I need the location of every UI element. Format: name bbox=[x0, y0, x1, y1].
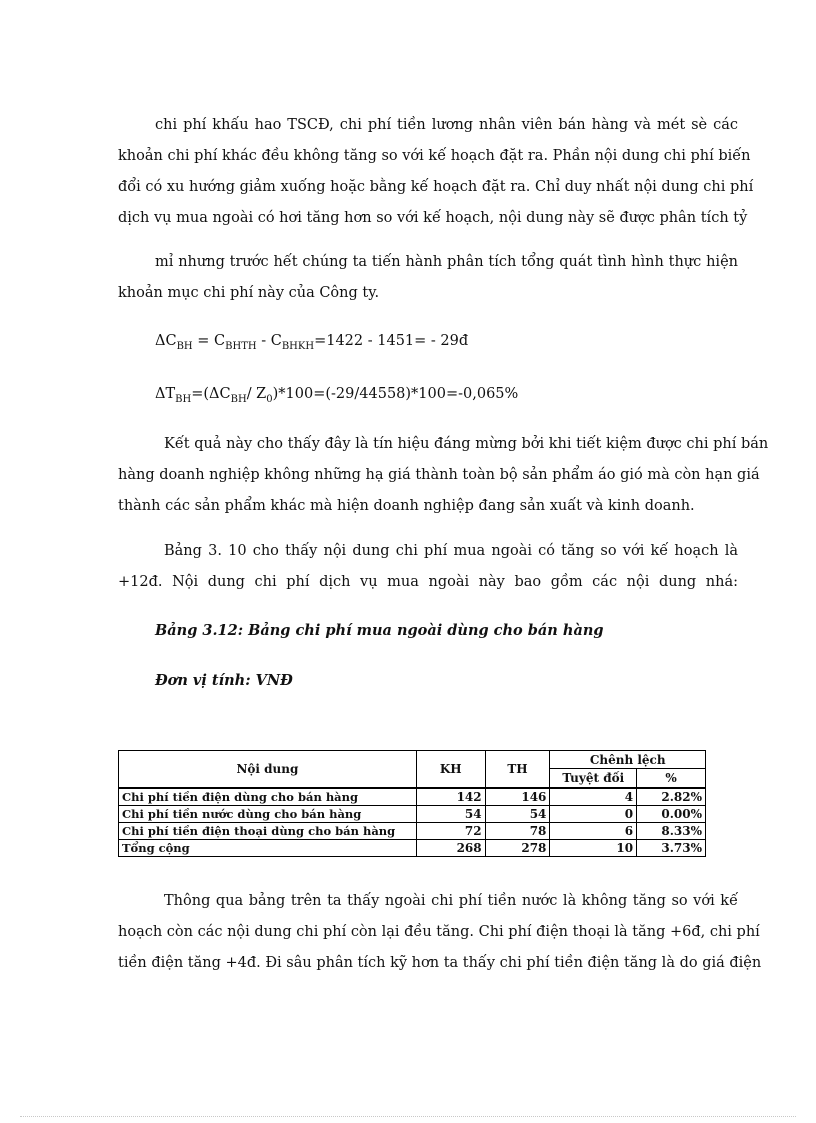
table-row bbox=[119, 806, 706, 823]
header-tuyet-doi: Tuyệt đối bbox=[550, 769, 637, 788]
header-chenh-lech: Chênh lệch bbox=[550, 751, 706, 769]
paragraph-conclusion bbox=[118, 886, 762, 979]
text-line: Kết quả này cho thấy đây là tín hiệu đáng mừng bởi khi tiết kiệm được chi phí bán bbox=[164, 436, 769, 452]
cell-kh: 54 bbox=[416, 806, 485, 823]
cell-label: Chi phí tiền nước dùng cho bán hàng bbox=[119, 806, 417, 823]
header-kh: KH bbox=[416, 751, 485, 789]
cell-pct: 8.33% bbox=[637, 823, 706, 840]
cell-label: Tổng cộng bbox=[119, 840, 417, 857]
cell-th: 146 bbox=[485, 788, 550, 806]
paragraph-result bbox=[118, 429, 769, 522]
cell-pct: 2.82% bbox=[637, 788, 706, 806]
equation-delta-t: $\Delta T_{BH}=(\Delta C_{BH}/$ $Z_0)*100=(-29/44558)*100=-0,065\%$ bbox=[155, 386, 519, 405]
table-caption: Bảng 3.12: Bảng chi phí mua ngoài dùng cho bán hàng bbox=[155, 622, 604, 639]
cell-abs: 4 bbox=[550, 788, 637, 806]
paragraph-analysis bbox=[118, 247, 738, 309]
table-row bbox=[119, 823, 706, 840]
text-line: thành các sản phẩm khác mà hiện doanh nghiệp đang sản xuất và kinh doanh. bbox=[118, 498, 695, 514]
cell-abs: 0 bbox=[550, 806, 637, 823]
paragraph-table-intro bbox=[118, 536, 738, 598]
table-unit: Đơn vị tính: VNĐ bbox=[155, 672, 293, 689]
text-line: mỉ nhưng trước hết chúng ta tiến hành phân tích tổng quát tình hình thực hiện bbox=[155, 254, 738, 270]
paragraph-intro bbox=[118, 110, 754, 234]
cell-th: 78 bbox=[485, 823, 550, 840]
cell-abs: 6 bbox=[550, 823, 637, 840]
cell-label: Chi phí tiền điện dùng cho bán hàng bbox=[119, 788, 417, 806]
text-line: dịch vụ mua ngoài có hơi tăng hơn so với kế hoạch, nội dung này sẽ được phân tích tỷ bbox=[118, 210, 748, 226]
page-bottom-divider bbox=[20, 1116, 796, 1117]
cell-abs: 10 bbox=[550, 840, 637, 857]
text-line: tiền điện tăng +4đ. Đi sâu phân tích kỹ hơn ta thấy chi phí tiền điện tăng là do giá điện bbox=[118, 955, 762, 971]
header-th: TH bbox=[485, 751, 550, 789]
text-line: hàng doanh nghiệp không những hạ giá thành toàn bộ sản phẩm áo gió mà còn hạn giá bbox=[118, 467, 760, 483]
text-line: đổi có xu hướng giảm xuống hoặc bằng kế hoạch đặt ra. Chỉ duy nhất nội dung chi phí bbox=[118, 179, 754, 195]
cell-kh: 142 bbox=[416, 788, 485, 806]
text-line: +12đ. Nội dung chi phí dịch vụ mua ngoài này bao gồm các nội dung nhá: bbox=[118, 574, 738, 590]
cell-kh: 268 bbox=[416, 840, 485, 857]
table-row bbox=[119, 788, 706, 806]
text-line: chi phí khấu hao TSCĐ, chi phí tiền lương nhân viên bán hàng và mét sè các bbox=[155, 117, 738, 133]
text-line: khoản chi phí khác đều không tăng so với kế hoạch đặt ra. Phần nội dung chi phí biến bbox=[118, 148, 751, 164]
equation-delta-c: $\Delta C_{BH} = C_{BHTH} - C_{BHKH}=1422 - 1451=$ - 29đ bbox=[155, 333, 469, 352]
cell-label: Chi phí tiền điện thoại dùng cho bán hàng bbox=[119, 823, 417, 840]
cost-table bbox=[118, 750, 706, 857]
text-line: hoạch còn các nội dung chi phí còn lại đều tăng. Chi phí điện thoại là tăng +6đ, chi phí bbox=[118, 924, 760, 940]
cell-kh: 72 bbox=[416, 823, 485, 840]
text-line: Bảng 3. 10 cho thấy nội dung chi phí mua ngoài có tăng so với kế hoạch là bbox=[164, 543, 738, 559]
header-percent: % bbox=[637, 769, 706, 788]
cell-pct: 3.73% bbox=[637, 840, 706, 857]
text-line: khoản mục chi phí này của Công ty. bbox=[118, 285, 380, 301]
cell-pct: 0.00% bbox=[637, 806, 706, 823]
cell-th: 278 bbox=[485, 840, 550, 857]
header-noi-dung: Nội dung bbox=[119, 751, 417, 789]
text-line: Thông qua bảng trên ta thấy ngoài chi phí tiền nước là không tăng so với kế bbox=[164, 893, 738, 909]
table-row-total bbox=[119, 840, 706, 857]
cell-th: 54 bbox=[485, 806, 550, 823]
